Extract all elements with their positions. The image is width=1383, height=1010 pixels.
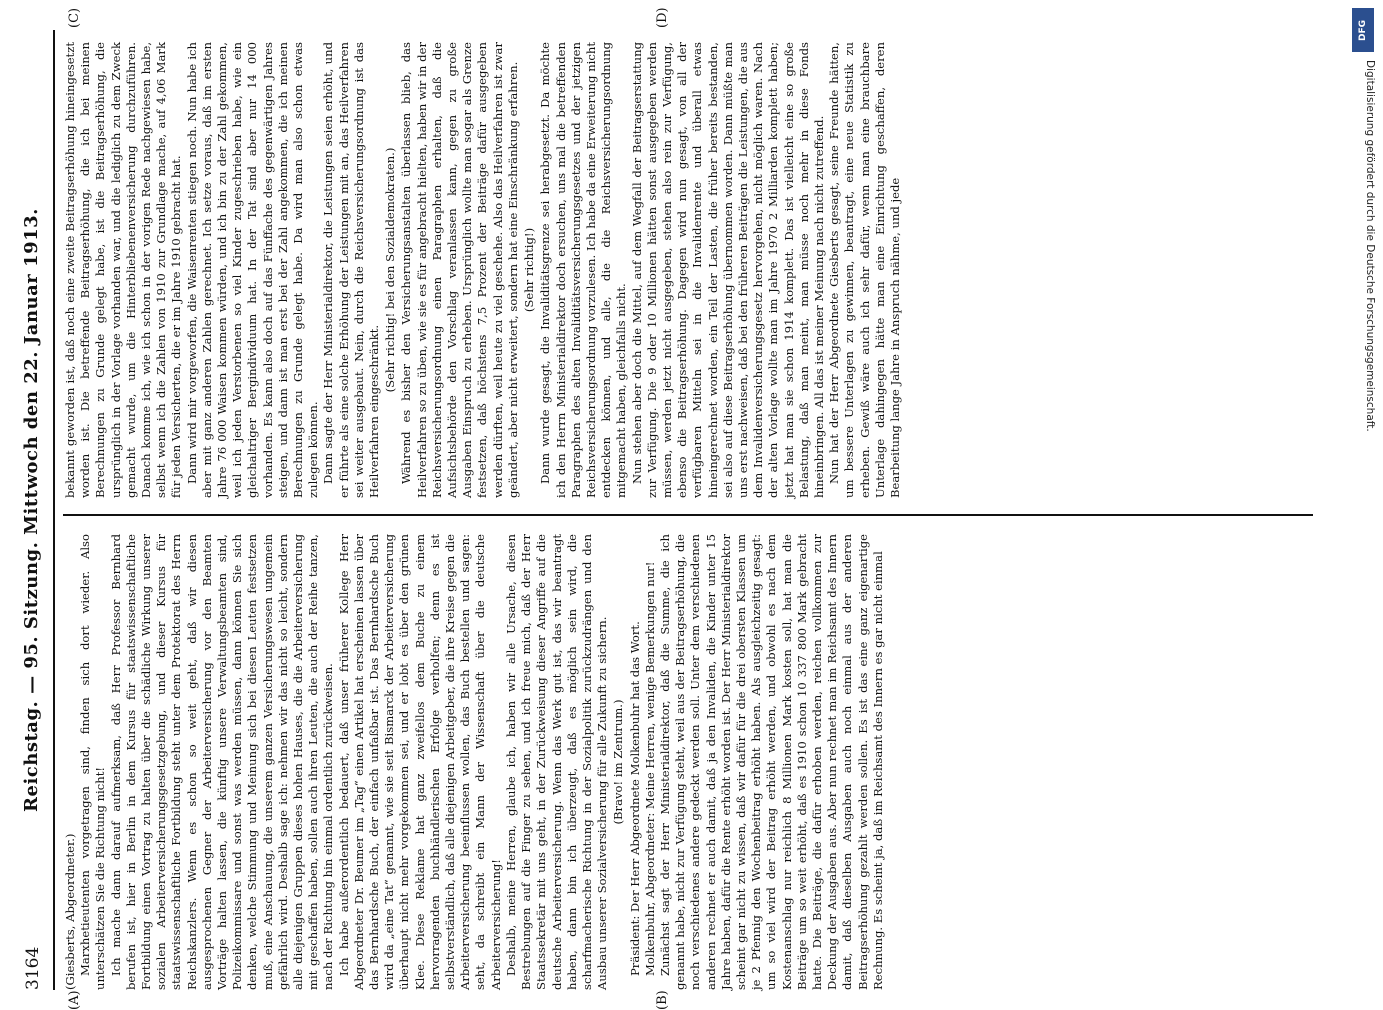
speaker-tag: (Giesberts, Abgeordneter.) — [63, 833, 77, 990]
interjection: (Sehr richtig!) — [522, 227, 537, 313]
paragraph: Während es bisher den Versicherungsanstalten überlassen blieb, das Heilverfahren so zu üben, wie sie es für angebracht hielten, haben wir in der Reichsversicherungsordnung einen Paragraphen erhalten, daß die Aufsichtsbehörde den Vorschlag veranlassen kann, gegen zu große Ausgaben Einspruch zu erheben. Ursprünglich wollte man sogar als Grenze festsetzen, daß höchstens 7,5 Prozent der Beiträge dafür ausgegeben werden dürften, weil heute zu viel geschehe. Also das Heilverfahren ist zwar geändert, aber nicht erweitert, sondern hat eine Einschränkung erfahren. — [399, 42, 520, 498]
paragraph: Dann sagte der Herr Ministerialdirektor, die Leistungen seien erhöht, und er führte als eine solche Erhöhung der Leistungen mit an, das Heilverfahren sei weiter ausgebaut. Nein, durch die Reichsversicherungsordnung ist das Heilverfahren eingeschränkt. — [321, 42, 382, 498]
paragraph: Ich habe außerordentlich bedauert, daß unser früherer Kollege Herr Abgeordneter Dr. Beumer im „Tag“ einen Artikel hat erscheinen lassen über das Bernhardsche Buch, der einfach unfaßbar ist. Das Bernhardsche Buch wird da „eine Tat“ genannt, wie sie seit Bismarck der Arbeiterversicherung überhaupt nicht mehr vorgekommen sei, und er lobt es über den grünen Klee. Diese Reklame hat ganz zweifellos dem Buche zu einem hervorragenden buchhändlerischen Erfolge verholfen; denn es ist selbstverständlich, daß alle diejenigen Arbeitgeber, die ihre Kreise gegen die Arbeiterversicherung beeinflussen wollen, das Buch bestellen und sagen: seht, da schreibt ein Mann der Wissenschaft über die deutsche Arbeiterversicherung! — [336, 534, 503, 990]
header-rule — [53, 30, 55, 990]
paragraph: Nun hat der Herr Abgeordnete Giesberts gesagt, seine Freunde hätten, um bessere Unterlagen zu gewinnen, beantragt, eine neue Statistik zu erheben. Gewiß wäre auch ich sehr dafür, wenn man eine brauchbare Unterlage dahingegen hätte man eine Einrichtung geschaffen, deren Bearbeitung lange Jahre in Anspruch nähme, und jede — [827, 42, 902, 498]
digitization-note: Digitalisierung gefördert durch die Deutsche Forschungsgemeinschaft. — [1364, 60, 1376, 432]
margin-mark-b: (B) — [655, 990, 670, 1010]
speaker-intro: Molkenbuhr, Abgeordneter: Meine Herren, wenige Bemerkungen nur! — [642, 561, 657, 976]
paragraph: bekannt geworden ist, daß noch eine zweite Beitragserhöhung hineingesetzt worden ist. Die betreffende Beitragserhöhung, die ich bei meinen Berechnungen zu Grunde gelegt habe, ist die Beitragserhöhung, die ursprünglich in der Vorlage vorhanden war, und die lediglich zu dem Zweck gemacht wurde, um die Hinterbliebenenversicherung durchzuführen. Danach komme ich, wie ich schon in der vorigen Rede nachgewiesen habe, selbst wenn ich die Zahlen von 1910 zur Grundlage mache, auf 4,06 Mark für jeden Versicherten, die er im Jahre 1910 gebracht hat. — [63, 42, 184, 498]
page-number: 3164 — [23, 946, 43, 990]
paragraph: Zunächst sagt der Herr Ministerialdirektor, daß die Summe, die ich genannt habe, nicht zur Verfügung steht, weil aus der Beitragserhöhung, die noch verschiedenes andere gedeckt werden soll. Unter dem verschiedenen anderen rechnet er auch damit, daß ja den Invaliden, die Kinder unter 15 Jahre haben, dafür die Rente erhöht worden ist. Der Herr Ministerialdirektor scheint gar nicht zu wissen, daß wir dafür für die drei obersten Klassen um je 2 Pfennig den Wochenbeitrag erhöht haben. Als ausgleichzeitig gesagt: um so viel wird der Beitrag erhöht werden, und obwohl es nach dem Kostenanschlag nur reichlich 8 Millionen Mark kosten soll, hat man die Beiträge um so weit erhöht, daß es 1910 schon 10 337 800 Mark gebracht hatte. Die Beiträge, die dafür erhoben werden, reichen vollkommen zur Deckung der Ausgaben aus. Aber nun rechnet man im Reichsamt des Innern damit, daß dieselben Ausgaben auch noch einmal aus der anderen Beitragserhöhung gezahlt werden sollen. Es ist das eine ganz eigenartige Rechnung. Es scheint ja, daß im Reichsamt des Innern es gar nicht einmal — [657, 534, 885, 990]
interjection: (Sehr richtig! bei den Sozialdemokraten.) — [383, 147, 398, 393]
applause-note: (Bravo! im Zentrum.) — [611, 699, 626, 825]
paragraph: Ich mache dann darauf aufmerksam, daß Herr Professor Bernhard berufen ist, hier in Berlin in dem Kursus für staatswissenschaftliche Fortbildung einen Vortrag zu halten über die schädliche Wirkung unserer sozialen Arbeiterversicherungsgesetzgebung, und dieser Kursus für staatswissenschaftliche Fortbildung steht unter dem Protektorat des Herrn Reichskanzlers. Wenn es schon so weit geht, daß wir diesen ausgesprochenen Gegner der Arbeiterversicherung vor den Beamten Vorträge halten lassen, die künftig unsere Verwaltungsbeamten sind, Polizeikommissare und sonst was werden müssen, dann können Sie sich denken, welche Stimmung und Meinung sich bei diesen Leuten festsetzen muß, eine Anschauung, die unserem ganzen Versicherungswesen ungemein gefährlich wird. Deshalb sage ich: nehmen wir das nicht so leicht, sondern alle diejenigen Gruppen dieses hohen Hauses, die die Arbeiterversicherung mit geschaffen haben, sollen auch ihren Leuten, die auch der Reihe tanzen, nach der Richtung hin einmal ordentlich zurückweisen. — [108, 534, 336, 990]
paragraph: Nun stehen aber doch die Mittel, auf dem Wegfall der Beitragserstattung zur Verfügung. Die 9 oder 10 Millionen hätten sonst ausgegeben werden müssen, werden jetzt nicht ausgegeben, stehen also rein zur Verfügung, ebenso die Beitragserhöhung. Dagegen wird nun gesagt, von all der verfügbaren Mitteln sei in die Invalidenrente und überall etwas hineingerechnet worden, ein Teil der Lasten, die früher bereits bestanden, sei also auf diese Beitragserhöhung übernommen worden. Dann müßte man uns erst nachweisen, daß bei den früheren Beiträgen die Leistungen, die aus dem Invalidenversicherungsgesetz hervorgehen, nicht möglich waren. Nach der alten Vorlage wollte man im Jahre 1970 2 Milliarden komplett haben; jetzt hat man sie schon 1914 komplett. Das ist vielleicht eine so große Belastung, daß man meint, man müsse noch mehr in diese Fonds hineinbringen. All das ist meiner Meinung nach nicht zutreffend. — [629, 42, 826, 498]
digitization-footer — [1346, 60, 1376, 940]
paragraph: Dann wird mir vorgeworfen, die Waisenrenten stiegen noch. Nun habe ich aber mit ganz anderen Zahlen gerechnet. Ich setze voraus, daß im ersten Jahre 76 000 Waisen kommen würden, und ich bin zu der Zahl gekommen, weil ich jeden Verstorbenen so viel Kinder zugeschrieben habe, wie ein gleichaltriger Bergindividuum hat. In der Tat sind aber nur 14 000 vorhanden. Es kann also doch auf das Fünffache des gegenwärtigen Jahres steigen, und dann ist man erst bei der Zahl angekommen, die ich meinen Berechnungen zu Grunde gelegt habe. Da wird man also schon etwas zulegen können. — [184, 42, 321, 498]
right-column — [63, 42, 903, 498]
margin-mark-d: (D) — [655, 7, 670, 28]
column-divider — [63, 514, 1313, 516]
paragraph: Marxhetieutenten vorgetragen sind, finden sich dort wieder. Also unterschätzen Sie die Richtung nicht! — [78, 534, 108, 990]
page-title: Reichstag. — 95. Sitzung. Mittwoch den 22. Januar 1913. — [21, 208, 42, 812]
margin-mark-c: (C) — [67, 7, 82, 28]
left-column — [63, 534, 886, 990]
dfg-logo: DFG — [1352, 8, 1374, 52]
document-page — [15, 7, 1315, 1010]
paragraph: Dann wurde gesagt, die Invaliditätsgrenze sei herabgesetzt. Da möchte ich den Herrn Ministerialdirektor doch ersuchen, uns mal die betreffenden Paragraphen des alten Invaliditätsversicherungsgesetzes und der jetzigen Reichsversicherungsordnung vorzulesen. Ich habe da eine Erweiterung nicht entdecken können, und alle, die die Reichsversicherungsordnung mitgemacht haben, gleichfalls nicht. — [538, 42, 629, 498]
president-remark: Präsident: Der Herr Abgeordnete Molkenbuhr hat das Wort. — [627, 621, 642, 976]
page-header — [15, 30, 51, 990]
paragraph: Deshalb, meine Herren, glaube ich, haben wir alle Ursache, diesen Bestrebungen auf die Finger zu sehen, und ich freue mich, daß der Herr Staatssekretär mit uns geht, in der Zurückweisung dieser Angriffe auf die deutsche Arbeiterversicherung. Wenn das Werk gut ist, das wir beantragt haben, dann bin ich überzeugt, daß es möglich sein wird, die scharfmacherische Richtung in der Sozialpolitik zurückzudrängen und den Ausbau unserer Sozialversicherung für alle Zukunft zu sichern. — [503, 534, 610, 990]
margin-mark-a: (A) — [67, 990, 82, 1010]
